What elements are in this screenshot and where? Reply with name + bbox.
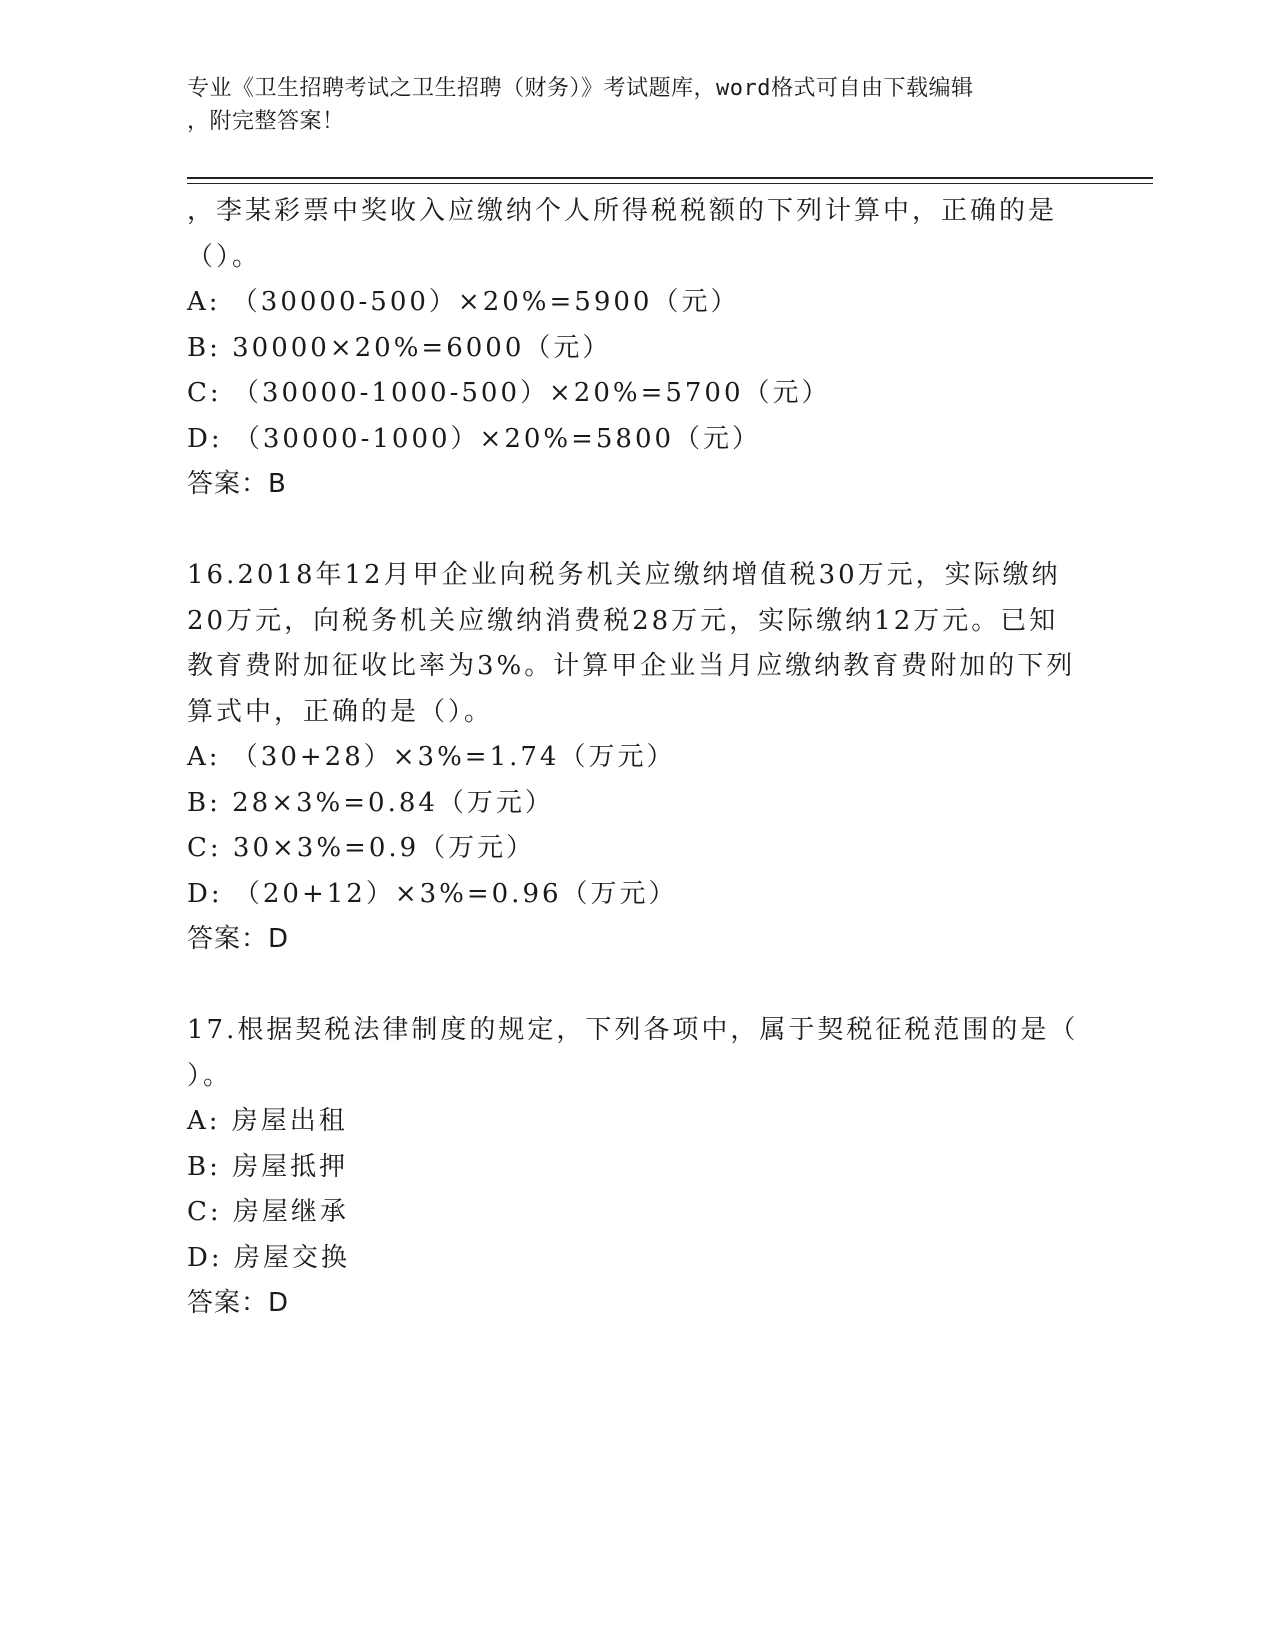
- question-stem-line: 教育费附加征收比率为3%。计算甲企业当月应缴纳教育费附加的下列: [187, 651, 1076, 681]
- header-rule-thick: [187, 177, 1153, 179]
- answer-line: 答案：D: [187, 924, 290, 954]
- option-a: A: （30+28）×3%=1.74（万元）: [187, 742, 676, 772]
- question-stem-line: ）。: [187, 1060, 233, 1091]
- question-block: [187, 553, 1087, 963]
- header-line-2: ，附完整答案！: [187, 109, 345, 134]
- question-stem-line: 16.2018年12月甲企业向税务机关应缴纳增值税30万元，实际缴纳: [187, 560, 1061, 590]
- header-rule-thin: [187, 183, 1153, 184]
- option-c: C: 30×3%=0.9（万元）: [187, 833, 536, 863]
- question-stem-line: （）。: [187, 241, 262, 272]
- option-b: B: 房屋抵押: [187, 1151, 349, 1182]
- question-block: [187, 1008, 1087, 1327]
- option-d: D: （30000-1000）×20%=5800（元）: [187, 423, 762, 454]
- option-d: D: 房屋交换: [187, 1242, 350, 1273]
- question-stem-line: ，李某彩票中奖收入应缴纳个人所得税税额的下列计算中，正确的是: [187, 196, 1058, 226]
- spacer: [187, 963, 1087, 1009]
- question-stem-line: 20万元，向税务机关应缴纳消费税28万元，实际缴纳12万元。已知: [187, 605, 1059, 636]
- question-block: [187, 189, 1087, 508]
- question-stem-line: 17.根据契税法律制度的规定，下列各项中，属于契税征税范围的是（: [187, 1015, 1079, 1045]
- answer-line: 答案：D: [187, 1288, 290, 1318]
- option-a: A: （30000-500）×20%=5900（元）: [187, 287, 740, 317]
- option-b: B: 28×3%=0.84（万元）: [187, 787, 554, 818]
- spacer: [187, 508, 1087, 554]
- option-a: A: 房屋出租: [187, 1106, 348, 1136]
- option-d: D: （20+12）×3%=0.96（万元）: [187, 878, 678, 909]
- question-stem-line: 算式中，正确的是（）。: [187, 696, 494, 727]
- question-list: [187, 189, 1087, 1327]
- answer-line: 答案：B: [187, 469, 287, 499]
- option-c: C: 房屋继承: [187, 1197, 349, 1227]
- option-b: B: 30000×20%=6000（元）: [187, 332, 612, 363]
- option-c: C: （30000-1000-500）×20%=5700（元）: [187, 378, 831, 408]
- header-line-1: 专业《卫生招聘考试之卫生招聘（财务）》考试题库，word格式可自由下载编辑: [187, 76, 974, 101]
- document-header: [187, 72, 1067, 138]
